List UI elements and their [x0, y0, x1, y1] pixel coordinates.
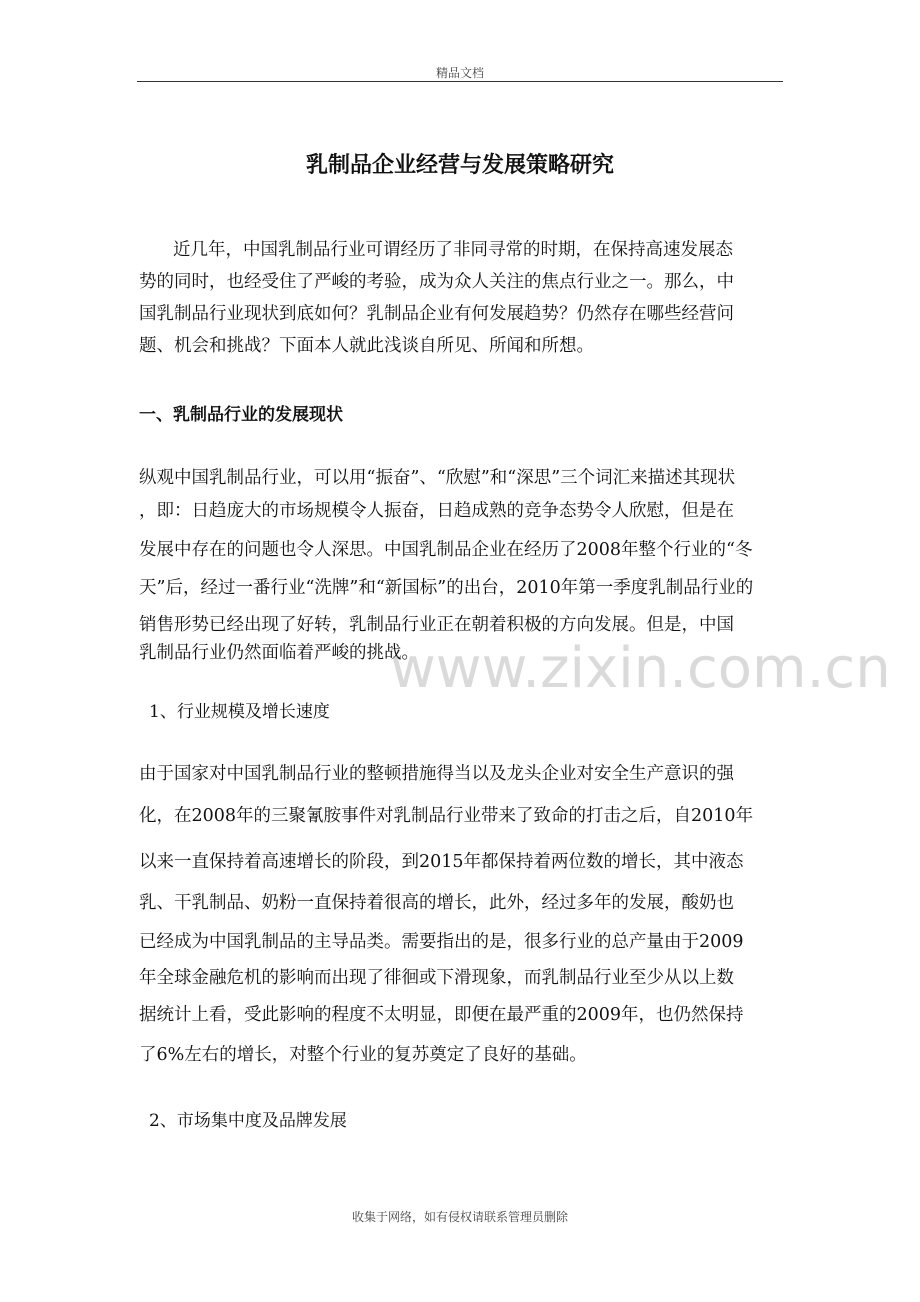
body-line: 乳制品行业仍然面临着严峻的挑战。 — [139, 643, 419, 663]
page-footer: 收集于网络，如有侵权请联系管理员删除 — [351, 1210, 568, 1224]
body-line: 纵观中国乳制品行业，可以用“振奋”、“欣慰”和“深思”三个词汇来描述其现状 — [139, 468, 736, 488]
section-heading: 一、乳制品行业的发展现状 — [139, 405, 343, 425]
body-line: 由于国家对中国乳制品行业的整顿措施得当以及龙头企业对安全生产意识的强 — [139, 764, 734, 784]
page-header: 精品文档 — [435, 66, 484, 80]
body-line: 据统计上看，受此影响的程度不太明显，即便在最严重的2009年，也仍然保持 — [139, 1005, 744, 1025]
body-line: 销售形势已经出现了好转，乳制品行业正在朝着积极的方向发展。但是，中国 — [139, 615, 734, 635]
intro-line: 近几年，中国乳制品行业可谓经历了非同寻常的时期，在保持高速发展态 — [173, 240, 733, 260]
subsection-heading: 2、市场集中度及品牌发展 — [149, 1111, 347, 1131]
intro-paragraph — [139, 234, 789, 362]
body-line: ，即：日趋庞大的市场规模令人振奋，日趋成熟的竞争态势令人欣慰，但是在 — [139, 501, 734, 521]
intro-line: 国乳制品行业现状到底如何？乳制品企业有何发展趋势？仍然存在哪些经营问 — [139, 304, 734, 324]
intro-line: 题、机会和挑战？下面本人就此浅谈自所见、所闻和所想。 — [139, 336, 594, 356]
body-line: 以来一直保持着高速增长的阶段，到2015年都保持着两位数的增长，其中液态 — [139, 852, 744, 872]
watermark: www.zixin.com.cn — [390, 636, 891, 701]
body-line: 发展中存在的问题也令人深思。中国乳制品企业在经历了2008年整个行业的“冬 — [139, 540, 753, 560]
body-line: 年全球金融危机的影响而出现了徘徊或下滑现象，而乳制品行业至少从以上数 — [139, 968, 734, 988]
body-line: 了6%左右的增长，对整个行业的复苏奠定了良好的基础。 — [139, 1045, 587, 1065]
subsection1-paragraph — [139, 758, 789, 1071]
body-line: 化，在2008年的三聚氰胺事件对乳制品行业带来了致命的打击之后，自2010年 — [139, 806, 754, 826]
header-divider — [137, 81, 783, 82]
intro-line: 势的同时，也经受住了严峻的考验，成为众人关注的焦点行业之一。那么，中 — [139, 272, 734, 292]
body-line: 已经成为中国乳制品的主导品类。需要指出的是，很多行业的总产量由于2009 — [139, 932, 744, 952]
body-line: 天”后，经过一番行业“洗牌”和“新国标”的出台，2010年第一季度乳制品行业的 — [139, 578, 754, 598]
subsection-heading: 1、行业规模及增长速度 — [149, 702, 330, 722]
document-title: 乳制品企业经营与发展策略研究 — [305, 153, 614, 178]
body-line: 乳、干乳制品、奶粉一直保持着很高的增长，此外，经过多年的发展，酸奶也 — [139, 893, 734, 913]
